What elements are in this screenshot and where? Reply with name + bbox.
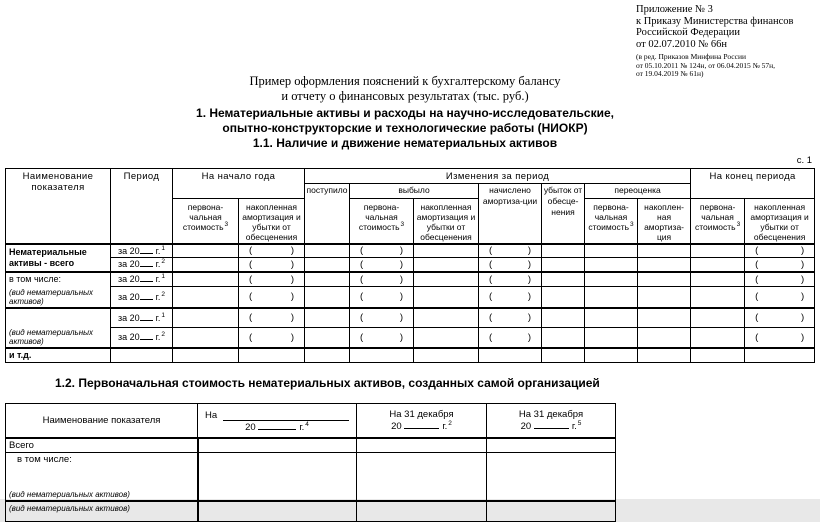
col-header-end-of-period: На конец периода: [691, 169, 815, 199]
amount-cell-parens: [350, 308, 414, 328]
col-header-dec31-prev: [357, 404, 487, 438]
paren-close: ): [527, 245, 532, 257]
table-row: [6, 286, 815, 307]
table-header-row: [6, 404, 616, 438]
paren-close: ): [527, 258, 532, 270]
paren-close: ): [399, 273, 404, 285]
paren-close: ): [800, 273, 805, 285]
amount-cell: [305, 308, 350, 328]
period-cell: [111, 348, 173, 363]
blank-line: [140, 246, 153, 254]
paren-close: ): [290, 331, 295, 343]
col-header-end-accumulated-amortization: накопленная амортизация и убытки от обесценения: [745, 199, 815, 244]
table-row: [6, 308, 815, 328]
table-row: [6, 258, 815, 272]
amount-cell: [173, 308, 239, 328]
table-row: [6, 501, 616, 521]
amount-cell: [198, 453, 357, 502]
paren-close: ): [399, 258, 404, 270]
row-label-including: в том числе:: [9, 273, 61, 284]
col-header-start-initial-cost: [173, 199, 239, 244]
amount-cell-parens: [745, 328, 815, 348]
blank-line: [140, 274, 153, 282]
paren-open: (: [249, 291, 253, 303]
paren-open: (: [360, 291, 364, 303]
amount-cell: [691, 328, 745, 348]
amount-cell-parens: [350, 328, 414, 348]
amount-cell-parens: [479, 258, 542, 272]
amount-cell: [357, 438, 487, 453]
amount-cell: [542, 328, 585, 348]
paren-close: ): [527, 312, 532, 324]
amount-cell: [305, 348, 350, 363]
paren-open: (: [755, 258, 759, 270]
amount-cell: [542, 272, 585, 287]
row-label-kind: (вид нематериальных активов): [9, 490, 130, 499]
amount-cell: [305, 272, 350, 287]
amount-cell: [305, 328, 350, 348]
header-text: На 31 декабря: [389, 409, 454, 421]
amount-cell: [487, 501, 616, 521]
amount-cell: [638, 348, 691, 363]
amount-cell: [198, 501, 357, 521]
paren-open: (: [489, 245, 493, 257]
amount-cell: [487, 438, 616, 453]
paren-open: (: [489, 258, 493, 270]
col-header-text: первона-чальная стоимость: [588, 202, 630, 232]
amount-cell: [585, 244, 638, 258]
footnote-ref: 3: [630, 221, 634, 229]
amount-cell: [414, 258, 479, 272]
col-header-start-accumulated-amortization: накопленная амортизация и убытки от обесценения: [239, 199, 305, 244]
amount-cell: [414, 328, 479, 348]
amount-cell: [414, 348, 479, 363]
col-header-amortization-accrued: начислено амортиза-ции: [479, 184, 542, 244]
paren-close: ): [399, 245, 404, 257]
amount-cell: [585, 328, 638, 348]
amount-cell: [173, 348, 239, 363]
row-label-including: в том числе:: [17, 454, 72, 465]
amount-cell: [173, 328, 239, 348]
row-label-kind: (вид нематериальных активов): [9, 287, 94, 306]
amendment-line: от 19.04.2019 № 61н): [636, 69, 704, 78]
paren-open: (: [489, 331, 493, 343]
footnote-ref: 1: [161, 244, 165, 252]
row-label-etc: и т.д.: [6, 348, 111, 363]
blank-line: [258, 422, 296, 430]
paren-close: ): [399, 312, 404, 324]
amount-cell: [173, 272, 239, 287]
period-text: за 20: [118, 291, 140, 302]
amount-cell-parens: [239, 308, 305, 328]
amount-cell: [542, 348, 585, 363]
paren-close: ): [527, 273, 532, 285]
amount-cell: [638, 244, 691, 258]
section-1-heading-line: 1. Нематериальные активы и расходы на научно-исследовательские,: [196, 106, 614, 120]
amount-cell: [691, 272, 745, 287]
amount-cell-parens: [479, 286, 542, 307]
header-text: 20: [520, 421, 532, 433]
amendment-line: (в ред. Приказов Минфина России: [636, 52, 746, 61]
amount-cell-parens: [479, 272, 542, 287]
amount-cell: [414, 272, 479, 287]
amount-cell-parens: [745, 308, 815, 328]
amount-cell: [585, 308, 638, 328]
period-text: г.: [155, 245, 161, 256]
row-label-total: Всего: [6, 438, 198, 453]
col-header-period: Период: [111, 169, 173, 244]
col-header-impairment-loss: убыток от обесце-нения: [542, 184, 585, 244]
paren-open: (: [755, 312, 759, 324]
amount-cell-parens: [745, 258, 815, 272]
period-text: за 20: [118, 274, 140, 285]
document-title-line: и отчету о финансовых результатах (тыс. руб.): [281, 89, 529, 103]
amount-cell: [305, 258, 350, 272]
footnote-ref: 1: [161, 273, 165, 281]
amount-cell: [239, 348, 305, 363]
paren-close: ): [290, 273, 295, 285]
col-header-name: Наименование показателя: [6, 169, 111, 244]
col-header-end-initial-cost: [691, 199, 745, 244]
footnote-ref: 2: [161, 331, 165, 339]
amount-cell: [173, 258, 239, 272]
paren-close: ): [800, 312, 805, 324]
footnote-ref: 2: [161, 290, 165, 298]
amount-cell: [357, 453, 487, 502]
paren-open: (: [489, 273, 493, 285]
period-cell: [111, 258, 173, 272]
footnote-ref: 1: [161, 311, 165, 319]
period-text: г.: [155, 259, 161, 270]
amount-cell-parens: [350, 272, 414, 287]
amendment-line: от 05.10.2011 № 124н, от 06.04.2015 № 57н,: [636, 60, 776, 70]
paren-open: (: [249, 331, 253, 343]
period-text: за 20: [118, 245, 140, 256]
amount-cell-parens: [745, 272, 815, 287]
table-row: [6, 244, 815, 258]
blank-line: [404, 421, 439, 429]
table-row: [6, 453, 616, 502]
period-text: г.: [155, 312, 161, 323]
amount-cell: [638, 272, 691, 287]
footnote-ref: 3: [736, 221, 741, 229]
amount-cell: [585, 348, 638, 363]
period-text: г.: [155, 274, 161, 285]
paren-close: ): [527, 331, 532, 343]
blank-line: [140, 259, 153, 267]
amount-cell: [414, 308, 479, 328]
header-text: г.: [299, 421, 305, 433]
section-1-heading-line: опытно-конструкторские и технологические работы (НИОКР): [222, 121, 588, 135]
col-header-received: поступило: [305, 184, 350, 244]
blank-line: [140, 313, 153, 321]
paren-close: ): [800, 291, 805, 303]
table-row: [6, 348, 815, 363]
table-1-1: [5, 168, 815, 363]
col-header-dec31-preprev: [487, 404, 616, 438]
period-text: за 20: [118, 259, 140, 270]
footnote-ref: 3: [400, 221, 405, 229]
col-header-name: Наименование показателя: [6, 404, 198, 438]
paren-close: ): [290, 245, 295, 257]
amount-cell: [305, 244, 350, 258]
paren-close: ): [527, 291, 532, 303]
document-title: [0, 74, 810, 104]
amount-cell: [542, 286, 585, 307]
col-header-text: первона-чальная стоимость: [694, 202, 736, 232]
period-text: за 20: [118, 332, 140, 343]
amount-cell-parens: [350, 244, 414, 258]
amount-cell-parens: [350, 258, 414, 272]
amount-cell: [691, 258, 745, 272]
col-header-changes-for-period: Изменения за период: [305, 169, 691, 184]
paren-open: (: [249, 273, 253, 285]
amount-cell-parens: [350, 286, 414, 307]
amount-cell: [638, 258, 691, 272]
period-text: за 20: [118, 312, 140, 323]
paren-open: (: [360, 273, 364, 285]
col-header-start-of-year: На начало года: [173, 169, 305, 199]
paren-close: ): [800, 258, 805, 270]
amount-cell: [173, 244, 239, 258]
paren-close: ): [399, 331, 404, 343]
amount-cell: [305, 286, 350, 307]
period-cell: [111, 328, 173, 348]
paren-open: (: [755, 273, 759, 285]
amount-cell: [357, 501, 487, 521]
appendix-line: от 02.07.2010 № 66н: [636, 38, 727, 50]
amount-cell: [350, 348, 414, 363]
amount-cell: [638, 328, 691, 348]
amount-cell: [542, 308, 585, 328]
amount-cell: [542, 258, 585, 272]
paren-open: (: [755, 331, 759, 343]
paren-close: ): [800, 245, 805, 257]
table-row: [6, 438, 616, 453]
row-label-including-kind: [6, 453, 198, 502]
header-text: 20: [245, 421, 256, 433]
col-header-disposed-accumulated-amortization: накопленная амортизация и убытки от обесценения: [414, 199, 479, 244]
row-label-including-kind: [6, 272, 111, 308]
header-text: На 31 декабря: [518, 409, 584, 421]
paren-open: (: [489, 291, 493, 303]
paren-open: (: [360, 245, 364, 257]
paren-open: (: [360, 258, 364, 270]
paren-open: (: [249, 312, 253, 324]
amount-cell: [691, 308, 745, 328]
appendix-line: к Приказу Министерства финансов: [636, 15, 794, 27]
amount-cell: [691, 244, 745, 258]
blank-line: [534, 421, 569, 429]
amount-cell: [414, 244, 479, 258]
col-header-on-date: [198, 404, 357, 438]
period-cell: [111, 308, 173, 328]
col-header-revaluation: переоценка: [585, 184, 691, 199]
amount-cell-parens: [239, 258, 305, 272]
paren-close: ): [290, 258, 295, 270]
period-cell: [111, 286, 173, 307]
amount-cell: [691, 286, 745, 307]
amount-cell: [638, 286, 691, 307]
amount-cell: [585, 286, 638, 307]
amount-cell-parens: [479, 328, 542, 348]
row-label-kind: (вид нематериальных активов): [9, 327, 94, 346]
header-text: г.: [442, 421, 448, 433]
blank-line: [140, 292, 153, 300]
paren-close: ): [290, 291, 295, 303]
row-label-kind-2: [6, 501, 198, 521]
amount-cell-parens: [239, 328, 305, 348]
amount-cell: [585, 258, 638, 272]
paren-close: ): [800, 331, 805, 343]
appendix-line: Российской Федерации: [636, 27, 740, 38]
amount-cell: [585, 272, 638, 287]
paren-open: (: [755, 291, 759, 303]
footnote-ref: 4: [305, 420, 309, 428]
paren-open: (: [249, 245, 253, 257]
amount-cell-parens: [239, 272, 305, 287]
footnote-ref: 2: [448, 420, 452, 428]
paren-close: ): [399, 291, 404, 303]
col-header-disposed: выбыло: [350, 184, 479, 199]
col-header-revaluation-accumulated-amortization: накоплен-ная амортиза-ция: [638, 199, 691, 244]
amount-cell: [487, 453, 616, 502]
subsection-1-2-heading: 1.2. Первоначальная стоимость нематериальных активов, созданных самой организацией: [55, 376, 600, 390]
col-header-text: первона-чальная стоимость: [358, 202, 400, 232]
footnote-ref: 3: [224, 221, 229, 229]
header-text: 20: [391, 421, 402, 433]
table-row: [6, 328, 815, 348]
period-text: г.: [155, 291, 161, 302]
paren-open: (: [755, 245, 759, 257]
paren-close: ): [290, 312, 295, 324]
amount-cell: [173, 286, 239, 307]
header-text: На: [205, 409, 218, 421]
footnote-ref: 2: [161, 258, 165, 266]
amount-cell-parens: [745, 286, 815, 307]
amount-cell-parens: [479, 308, 542, 328]
amount-cell: [414, 286, 479, 307]
amount-cell: [542, 244, 585, 258]
amount-cell: [479, 348, 542, 363]
section-1-heading: [0, 106, 810, 151]
amount-cell-parens: [479, 244, 542, 258]
amount-cell-parens: [239, 286, 305, 307]
period-cell: [111, 272, 173, 287]
col-header-disposed-initial-cost: [350, 199, 414, 244]
amount-cell: [745, 348, 815, 363]
amount-cell: [198, 438, 357, 453]
amount-cell: [691, 348, 745, 363]
amount-cell-parens: [239, 244, 305, 258]
period-text: г.: [155, 332, 161, 343]
paren-open: (: [489, 312, 493, 324]
row-label-intangibles-total: Нематериальные активы - всего: [6, 244, 111, 272]
appendix-note: [636, 4, 820, 79]
blank-line: [223, 412, 349, 421]
paren-open: (: [249, 258, 253, 270]
page-number: с. 1: [796, 155, 812, 166]
subsection-1-1-heading: 1.1. Наличие и движение нематериальных активов: [252, 136, 558, 150]
table-row: [6, 272, 815, 287]
header-text: г.: [571, 421, 577, 433]
row-label-kind-2: [6, 308, 111, 348]
paren-open: (: [360, 312, 364, 324]
period-cell: [111, 244, 173, 258]
paren-open: (: [360, 331, 364, 343]
col-header-text: первона-чальная стоимость: [182, 202, 224, 232]
amount-cell-parens: [745, 244, 815, 258]
footnote-ref: 5: [577, 420, 582, 428]
blank-line: [140, 332, 153, 340]
col-header-revaluation-initial-cost: [585, 199, 638, 244]
row-label-kind: (вид нематериальных активов): [9, 504, 130, 513]
appendix-line: Приложение № 3: [636, 4, 713, 15]
table-1-2: [5, 403, 616, 522]
amount-cell: [638, 308, 691, 328]
document-title-line: Пример оформления пояснений к бухгалтерскому балансу: [249, 74, 561, 88]
